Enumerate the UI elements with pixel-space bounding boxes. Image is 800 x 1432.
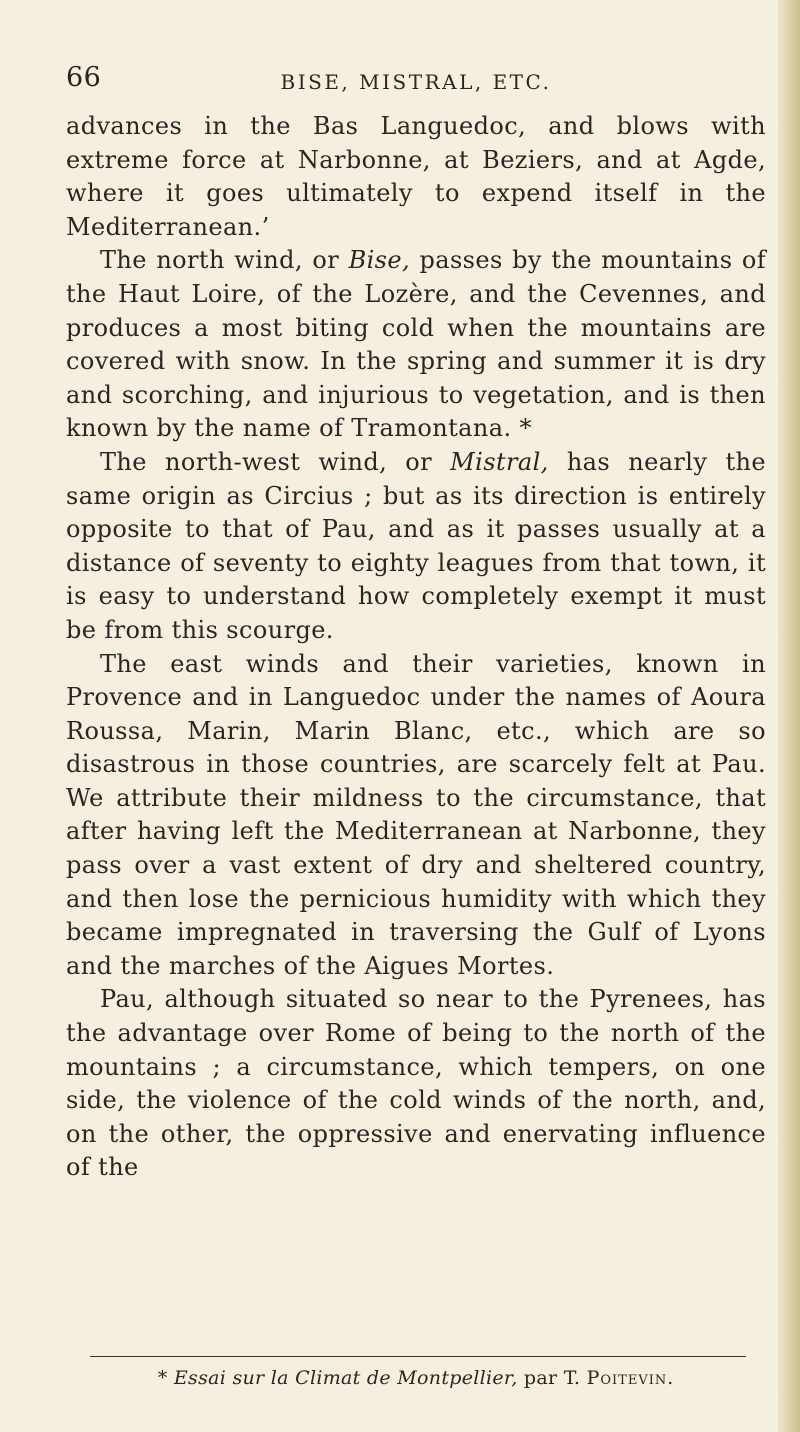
body-text [66,110,766,1185]
paragraph-3-start: The north-west wind, or [100,447,433,476]
paragraph-3 [66,446,766,648]
page-edge-shadow [778,0,800,1432]
paragraph-1: advances in the Bas Languedoc, and blows with extreme force at Narbonne, at Beziers, and at Agde, where it goes ultimately to expend itself in the Mediterranean.’ [66,112,766,241]
footnote-author-prefix: par T. [523,1367,581,1389]
footnote-author-name: Poitevin. [586,1367,675,1389]
paragraph-3-rest: has nearly the same origin as Circius ; but as its direction is entirely opposite to that of Pau, and as it passes usually at a distance of seventy to eighty leagues from that town, it is easy to understand how completely exempt it must be from this scourge. [66,447,766,644]
paragraph-2-rest: passes by the mountains of the Haut Loire, of the Lozère, and the Cevennes, and produces a most biting cold when the mountains are covered with snow. In the spring and summer it is dry and scorching, and injurious to vegetation, and is then known by the name of Tramontana. * [66,246,767,443]
page-number: 66 [66,62,102,93]
running-title: BISE, MISTRAL, ETC. [280,70,552,94]
footnote-marker: * [157,1367,168,1389]
italic-term-bise: Bise, [348,246,411,275]
page-header [66,62,766,102]
paragraph-2 [66,244,766,446]
paragraph-4: The east winds and their varieties, known in Provence and in Languedoc under the names of Aoura Roussa, Marin, Marin Blanc, etc., which are so disastrous in those countries, are scarcely felt at Pau. We attribute their mildness to the circumstance, that after having left the Mediterranean at Narbonne, they pass over a vast extent of dry and sheltered country, and then lose the pernicious humidity with which they became impregnated in traversing the Gulf of Lyons and the marches of the Aigues Mortes. [66,649,766,980]
italic-term-mistral: Mistral, [450,447,549,476]
footnote [66,1367,766,1389]
footnote-title: Essai sur la Climat de Montpellier, [173,1367,518,1389]
footnote-divider [90,1356,746,1357]
paragraph-2-start: The north wind, or [100,246,340,275]
paragraph-5: Pau, although situated so near to the Pyrenees, has the advantage over Rome of being to the north of the mountains ; a circumstance, which tempers, on one side, the violence of the cold winds of the north, and, on the other, the oppressive and enervating influence of the [66,985,766,1182]
